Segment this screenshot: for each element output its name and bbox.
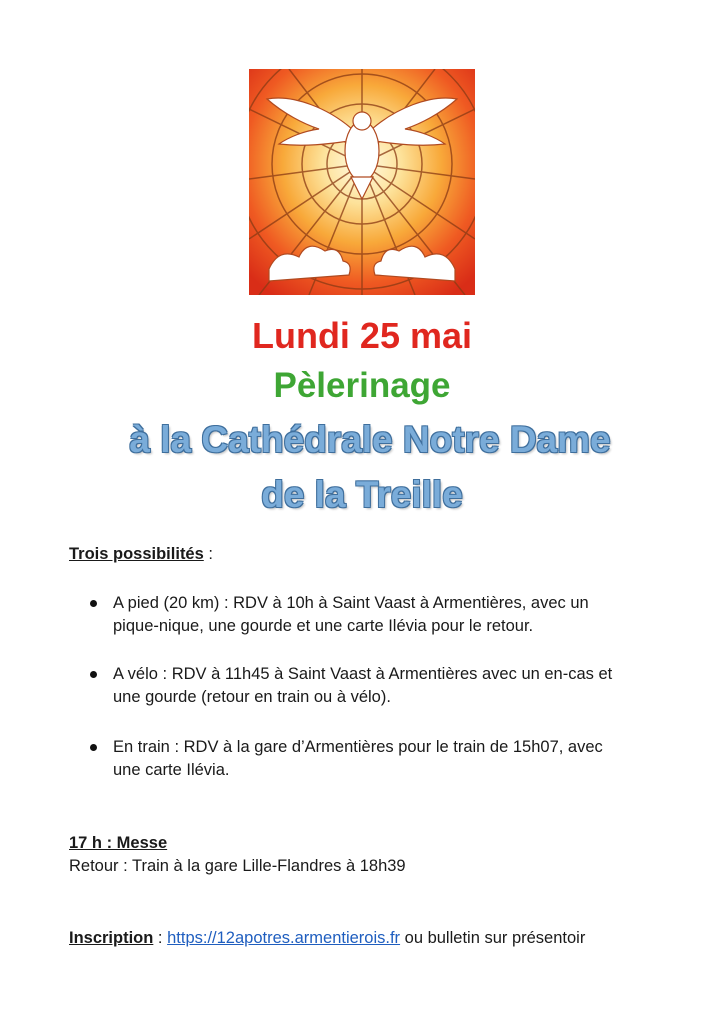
registration-suffix: ou bulletin sur présentoir [400,929,586,947]
option-train-line-1: En train : RDV à la gare d’Armentières pour le train de 15h07, avec [113,738,603,756]
bullet-icon [90,671,97,678]
option-walk-line-2: pique-nique, une gourde et une carte Ilévia pour le retour. [113,617,534,635]
option-bike-line-1: A vélo : RDV à 11h45 à Saint Vaast à Armentières avec un en-cas et [113,665,613,683]
mass-section [69,832,406,878]
mass-heading: 17 h : Messe [69,834,168,852]
header-image [249,69,475,295]
options-heading [69,543,213,566]
event-title: Pèlerinage [273,366,451,405]
options-heading-label: Trois possibilités [69,545,204,563]
registration [69,927,585,950]
bullet-icon [90,600,97,607]
option-train-line-2: une carte Ilévia. [113,761,230,779]
registration-label: Inscription [69,929,154,947]
registration-separator: : [153,929,168,947]
holy-spirit-dove-stained-glass-icon [249,69,475,295]
bullet-icon [90,744,97,751]
option-walk-line-1: A pied (20 km) : RDV à 10h à Saint Vaast à Armentières, avec un [113,594,589,612]
options-heading-suffix: : [203,545,213,563]
option-bike-line-2: une gourde (retour en train ou à vélo). [113,688,391,706]
destination-line-1: à la Cathédrale Notre Dame [129,419,611,460]
registration-link[interactable]: https://12apotres.armentierois.fr [167,929,401,947]
return-info: Retour : Train à la gare Lille-Flandres à 18h39 [69,857,406,875]
event-date: Lundi 25 mai [251,315,473,356]
destination-line-2: de la Treille [261,474,463,515]
